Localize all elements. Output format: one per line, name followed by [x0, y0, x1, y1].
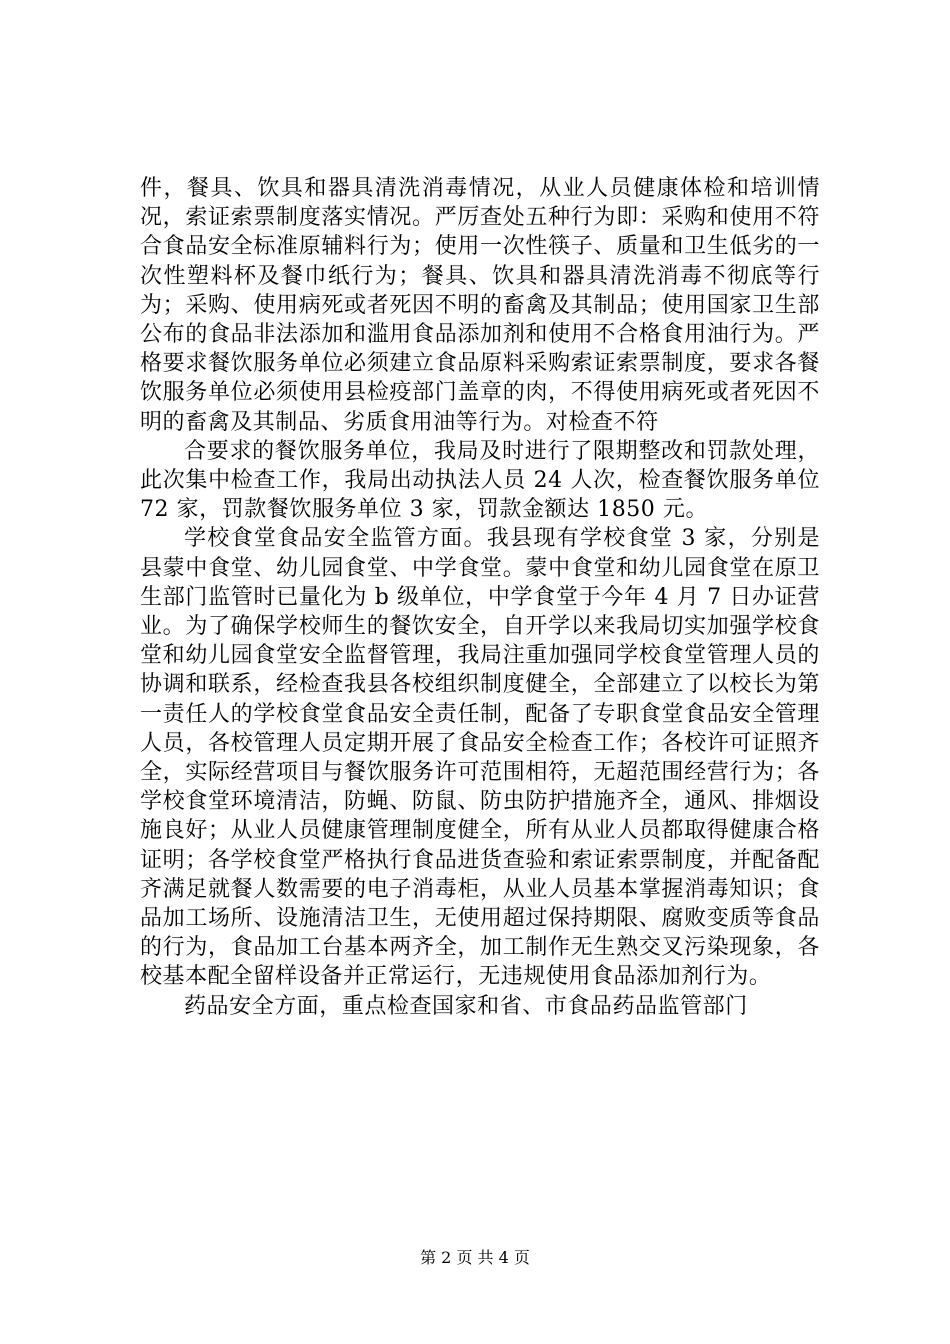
- page-footer: 第 2 页 共 4 页: [420, 1248, 530, 1267]
- paragraph-inspection-results: 合要求的餐饮服务单位，我局及时进行了限期整改和罚款处理，此次集中检查工作，我局出动执法人员 24 人次，检查餐饮服务单位 72 家，罚款餐饮服务单位 3 家，罚款金额达 1850 元。: [140, 438, 820, 523]
- paragraph-drug-safety: 药品安全方面，重点检查国家和省、市食品药品监管部门: [184, 993, 748, 1019]
- paragraph-school-canteen: 学校食堂食品安全监管方面。我县现有学校食堂 3 家，分别是县蒙中食堂、幼儿园食堂、中学食堂。蒙中食堂和幼儿园食堂在原卫生部门监管时已量化为 b 级单位，中学食堂于今年 4 月 7 日办证营业。为了确保学校师生的餐饮安全，自开学以来我局切实加强学校食堂和幼儿园食堂安全监督管理，我局注重加强同学校食堂管理人员的协调和联系，经检查我县各校组织制度健全，全部建立了以校长为第一责任人的学校食堂食品安全责任制，配备了专职食堂食品安全管理人员，各校管理人员定期开展了食品安全检查工作；各校许可证照齐全，实际经营项目与餐饮服务许可范围相符，无超范围经营行为；各学校食堂环境清洁，防蝇、防鼠、防虫防护措施齐全，通风、排烟设施良好；从业人员健康管理制度健全，所有从业人员都取得健康合格证明；各学校食堂严格执行食品进货查验和索证索票制度，并配备配齐满足就餐人数需要的电子消毒柜，从业人员基本掌握消毒知识；食品加工场所、设施清洁卫生，无使用超过保持期限、腐败变质等食品的行为，食品加工台基本两齐全，加工制作无生熟交叉污染现象，各校基本配全留样设备并正常运行，无违规使用食品添加剂行为。: [140, 526, 820, 990]
- paragraph-continuation: 件，餐具、饮具和器具清洗消毒情况，从业人员健康体检和培训情况，索证索票制度落实情况。严厉查处五种行为即：采购和使用不符合食品安全标准原辅料行为；使用一次性筷子、质量和卫生低劣的一次性塑料杯及餐巾纸行为；餐具、饮具和器具清洗消毒不彻底等行为；采购、使用病死或者死因不明的畜禽及其制品；使用国家卫生部公布的食品非法添加和滥用食品添加剂和使用不合格食用油行为。严格要求餐饮服务单位必须建立食品原料采购索证索票制度，要求各餐饮服务单位必须使用县检疫部门盖章的肉，不得使用病死或者死因不明的畜禽及其制品、劣质食用油等行为。对检查不符: [140, 176, 820, 435]
- document-body: [140, 174, 820, 1021]
